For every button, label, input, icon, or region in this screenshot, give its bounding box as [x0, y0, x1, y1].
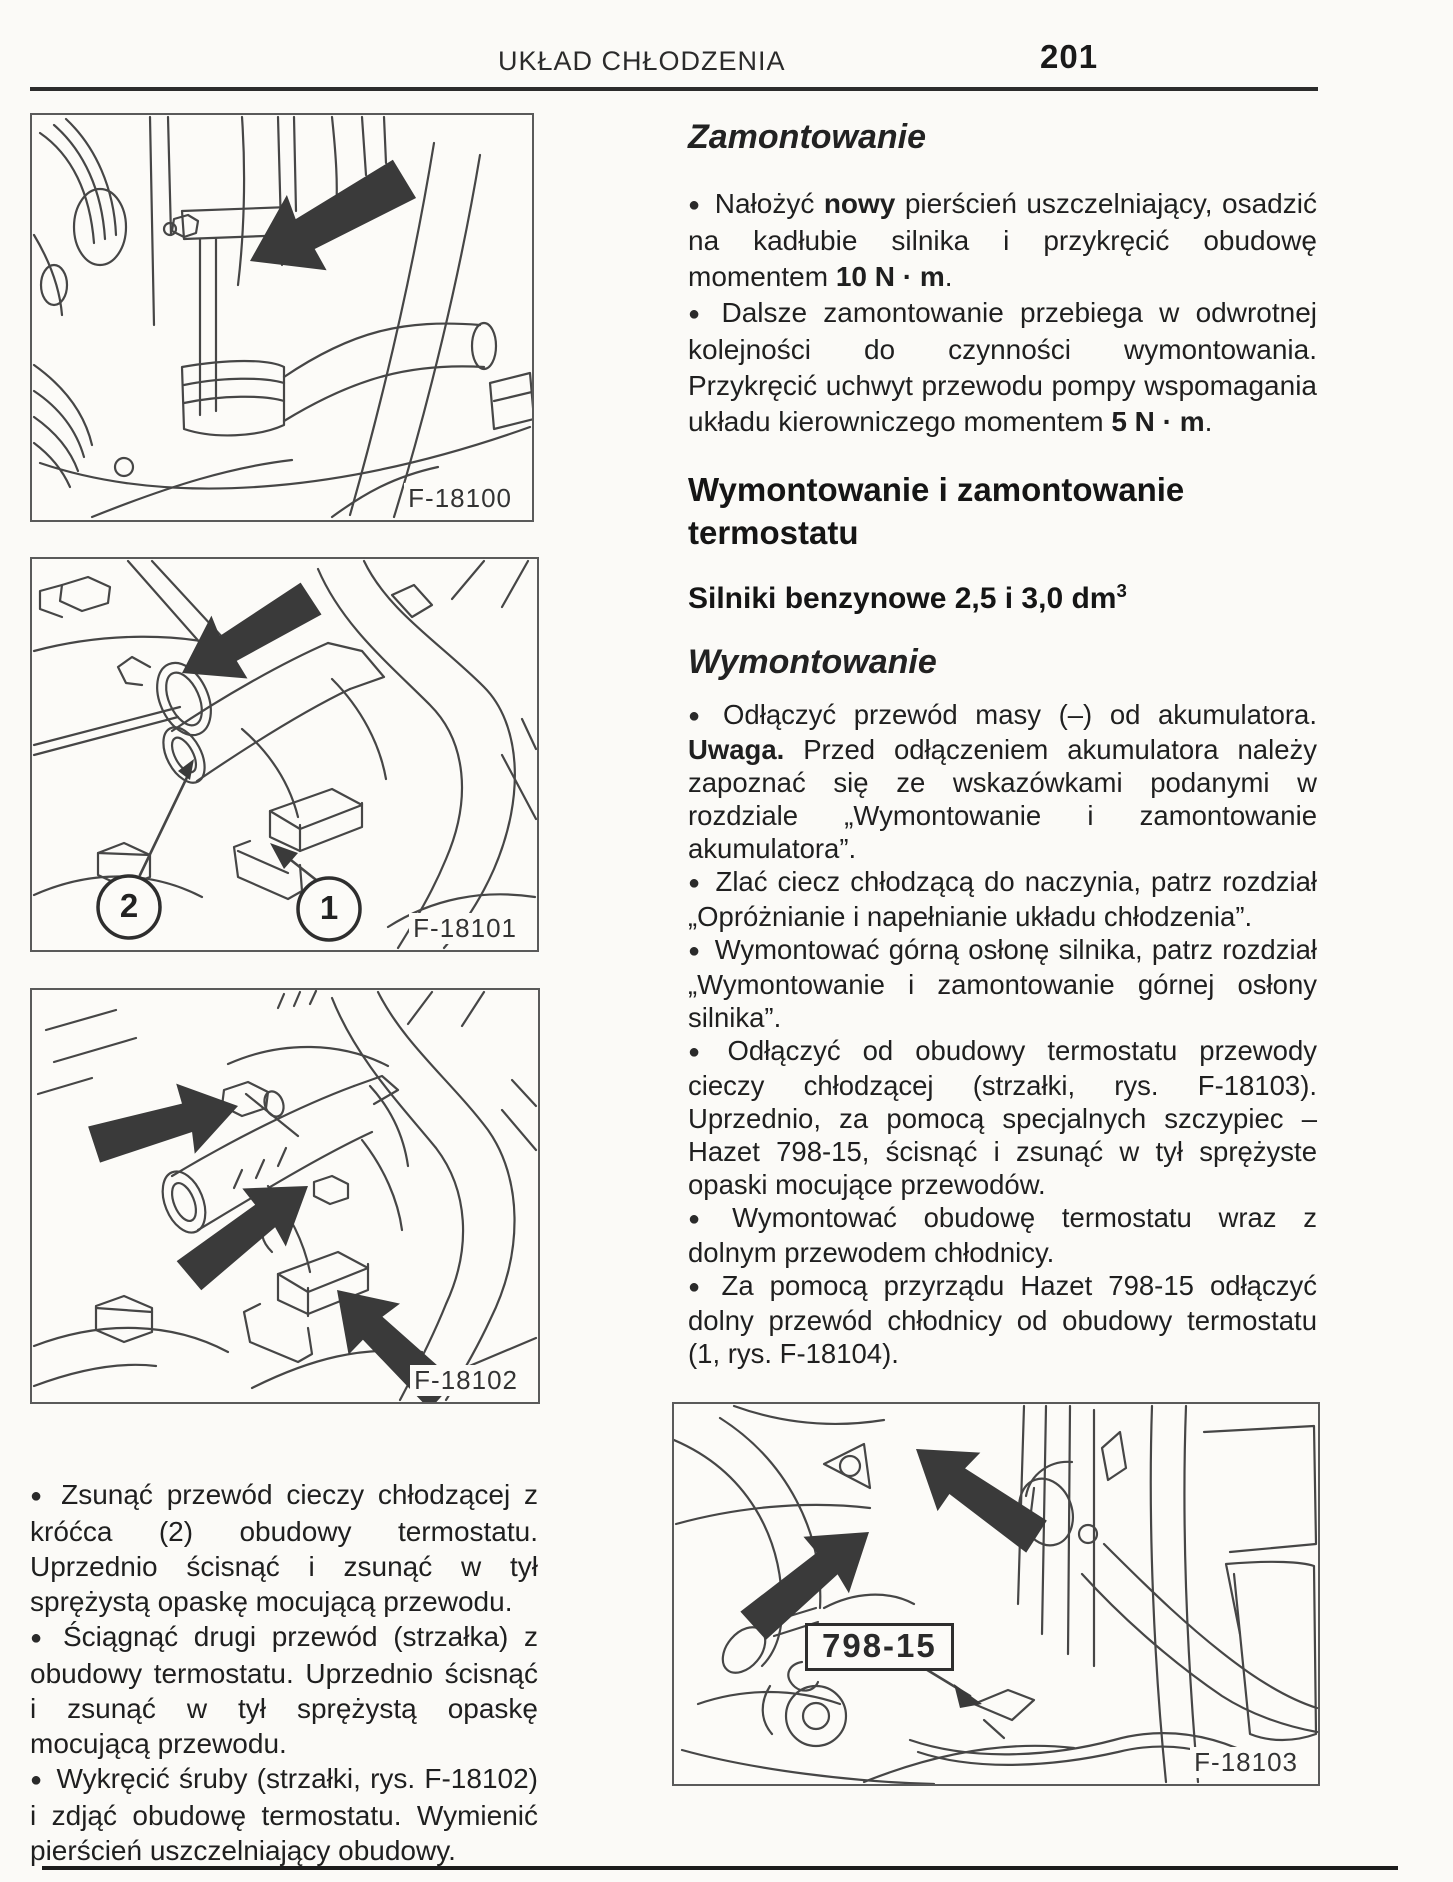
- bullet-icon: ●: [688, 705, 711, 727]
- bullet-text: Dalsze zamontowanie przebiega w odwrotnej kolejności do czynności wymontowania. Przykręcić uchwyt przewodu pompy wspomagania układu kierowniczego momentem 5 N · m.: [688, 297, 1317, 437]
- page-header-title: UKŁAD CHŁODZENIA: [498, 46, 786, 76]
- bullet-icon: ●: [688, 194, 702, 216]
- bullet-item: [688, 1201, 1317, 1269]
- bullet-text: Zsunąć przewód cieczy chłodzącej z króćca (2) obudowy termostatu. Uprzednio ścisnąć i zsunąć w tył sprężystą opaskę mocującą przewodu.: [30, 1479, 538, 1617]
- bullet-icon: ●: [688, 1276, 709, 1298]
- bullet-icon: ●: [688, 1041, 715, 1063]
- section-heading-removal: Wymontowanie: [688, 643, 937, 681]
- bullet-item: [30, 1619, 538, 1761]
- figure-label: F-18101: [409, 913, 521, 944]
- bullet-text: Wymontować górną osłonę silnika, patrz rozdział „Wymontowanie i zamontowanie górnej osłony silnika”.: [688, 934, 1317, 1033]
- bullet-text: Ściągnąć drugi przewód (strzałka) z obudowy termostatu. Uprzednio ścisnąć i zsunąć w tył sprężystą opaskę mocującą przewodu.: [30, 1621, 538, 1759]
- left-text-block: [30, 1477, 538, 1868]
- header-rule: [30, 87, 1318, 91]
- subheading-engines: Silniki benzynowe 2,5 i 3,0 $dm^3$: [688, 580, 1127, 615]
- bullet-item: [688, 186, 1317, 295]
- right-column: [688, 112, 1317, 1370]
- tool-leader-arrowhead-icon: [954, 1684, 982, 1708]
- figure-f18102: [30, 988, 540, 1404]
- bullet-text: Zlać ciecz chłodzącą do naczynia, patrz rozdział „Opróżnianie i napełnianie układu chłodzenia”.: [688, 866, 1317, 932]
- figure-label: F-18100: [404, 483, 516, 514]
- bullet-icon: ●: [30, 1627, 50, 1649]
- bullet-text: Wymontować obudowę termostatu wraz z dolnym przewodem chłodnicy.: [688, 1202, 1317, 1268]
- bullet-icon: ●: [688, 1208, 720, 1230]
- figure-f18100: [30, 113, 534, 522]
- engine-illustration-f18100: [32, 115, 532, 520]
- bullet-item: [688, 295, 1317, 440]
- black-arrow-icon: [164, 1157, 329, 1303]
- bullet-item: [688, 1034, 1317, 1201]
- page-bottom-rule: [42, 1866, 1398, 1870]
- bullet-icon: ●: [688, 872, 703, 894]
- bullet-icon: ●: [688, 940, 702, 962]
- removal-steps: [688, 698, 1317, 1370]
- figure-label: F-18102: [410, 1365, 522, 1396]
- callout-number-2: 2: [119, 887, 139, 924]
- thermostat-illustration-f18102: [32, 990, 538, 1402]
- tool-label-798-15: 798-15: [805, 1623, 954, 1671]
- bullet-text: Wykręcić śruby (strzałki, rys. F-18102) i zdjąć obudowę termostatu. Wymienić pierścień uszczelniający obudowy.: [30, 1763, 538, 1866]
- figure-f18101: [30, 557, 539, 952]
- section-heading-removal-installation: Wymontowanie i zamontowanie termostatu: [688, 471, 1185, 551]
- bullet-icon: ●: [688, 303, 709, 325]
- black-arrow-icon: [231, 145, 427, 299]
- figure-f18103: [672, 1402, 1320, 1786]
- bullet-item: [688, 698, 1317, 865]
- bullet-item: [688, 1269, 1317, 1370]
- page-number: 201: [1040, 38, 1099, 75]
- callout-number-1: 1: [319, 889, 339, 926]
- figure-label: F-18103: [1190, 1747, 1302, 1778]
- bullet-icon: ●: [30, 1485, 49, 1507]
- bullet-icon: ●: [30, 1769, 44, 1791]
- bullet-text: Odłączyć od obudowy termostatu przewody cieczy chłodzącej (strzałki, rys. F-18103). Uprzednio, za pomocą specjalnych szczypiec – Hazet 798-15, ścisnąć i zsunąć w tył sprężyste opaski mocujące przewodów.: [688, 1035, 1317, 1200]
- bullet-item: [30, 1477, 538, 1619]
- section-heading-installation: Zamontowanie: [688, 118, 927, 156]
- bullet-text: Odłączyć przewód masy (–) od akumulatora. Uwaga. Przed odłączeniem akumulatora należy zapoznać się ze wskazówkami podanymi w rozdziale „Wymontowanie i zamontowanie akumulatora”.: [688, 699, 1317, 864]
- bullet-text: Za pomocą przyrządu Hazet 798-15 odłączyć dolny przewód chłodnicy od obudowy termostatu (1, rys. F-18104).: [688, 1270, 1317, 1369]
- bullet-item: [688, 865, 1317, 933]
- bullet-item: [30, 1761, 538, 1868]
- engine-bay-illustration-f18103: [674, 1404, 1318, 1784]
- bullet-text: Nałożyć nowy pierścień uszczelniający, osadzić na kadłubie silnika i przykręcić obudowę momentem 10 N · m.: [688, 188, 1317, 292]
- bullet-item: [688, 933, 1317, 1034]
- black-arrow-icon: [83, 1071, 246, 1175]
